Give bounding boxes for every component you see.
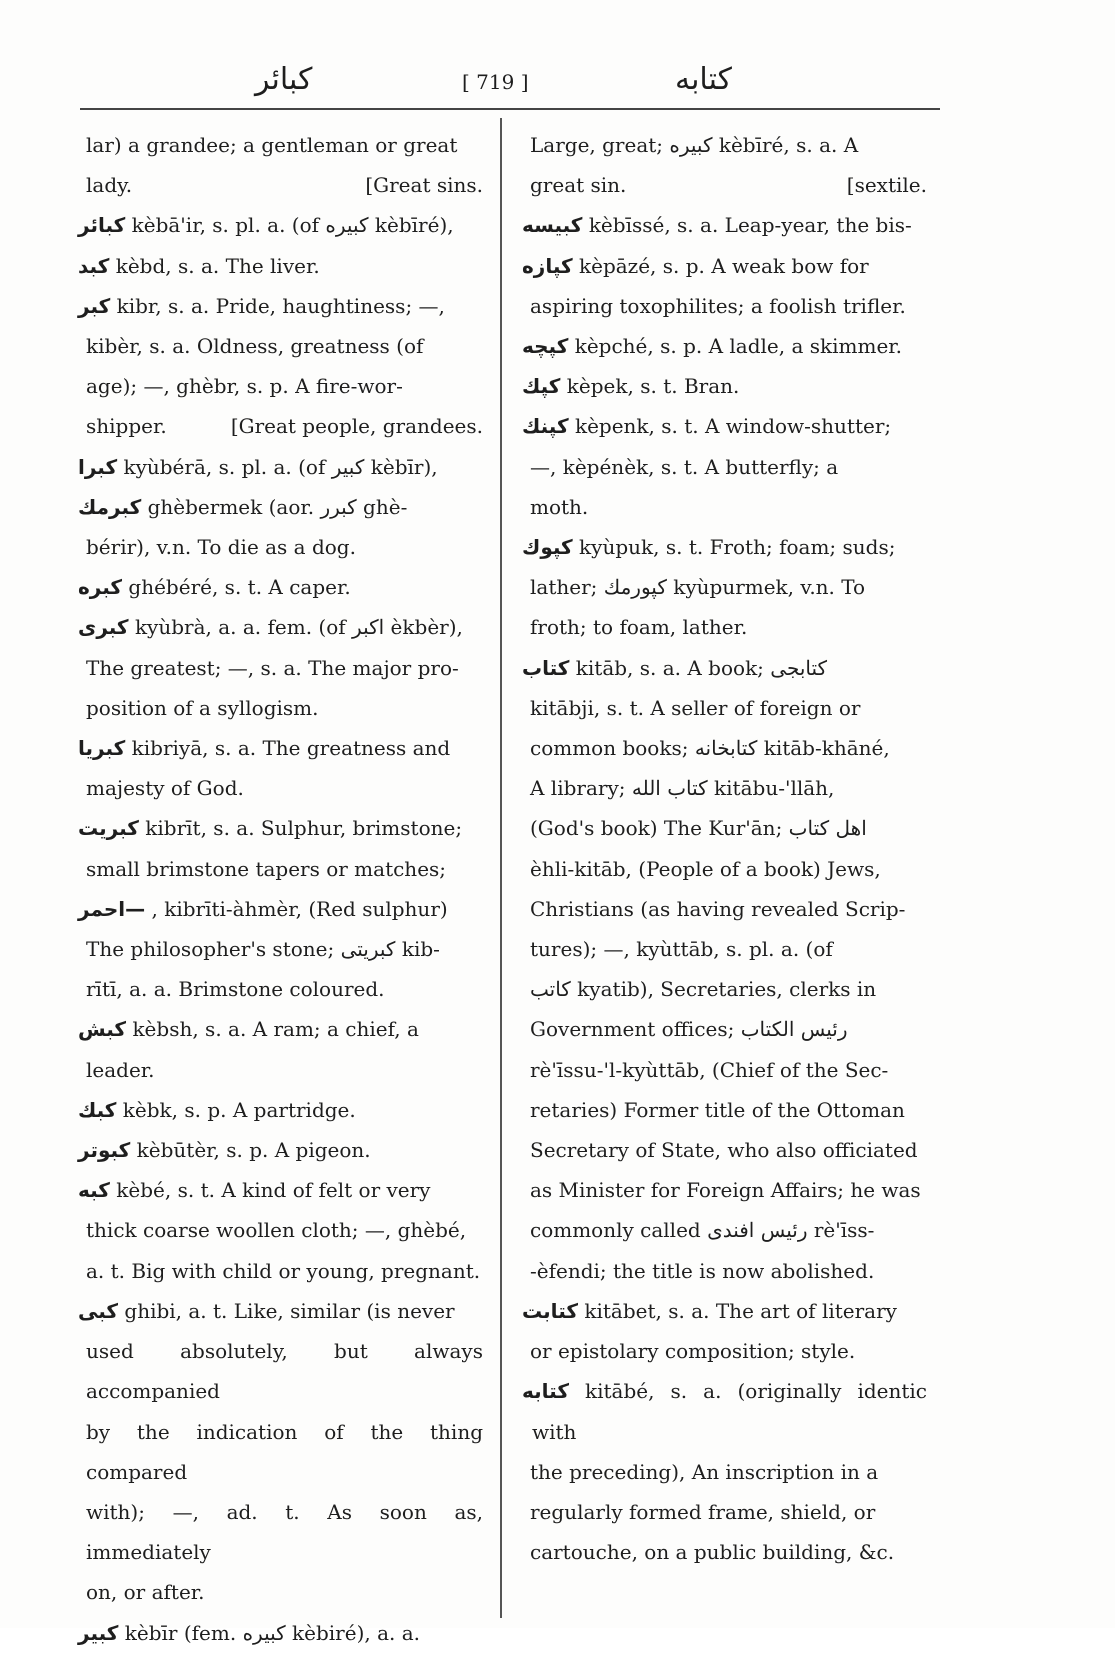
arabic-headword: كبوتر <box>78 1138 131 1163</box>
arabic-headword: كبيسه <box>522 213 583 238</box>
dictionary-line <box>522 1251 927 1291</box>
entry-text: with); —, ad. t. As soon as, immediately <box>86 1499 483 1565</box>
dictionary-line <box>78 326 483 366</box>
left-column <box>78 125 483 1653</box>
entry-text: The philosopher's stone; كبريتى kib- <box>86 937 440 962</box>
entry-text: kèbk, s. p. A partridge. <box>122 1097 356 1122</box>
dictionary-line <box>78 1291 483 1331</box>
entry-text: age); —, ghèbr, s. p. A fire-wor- <box>86 374 403 399</box>
dictionary-line <box>522 406 927 446</box>
arabic-headword: كبريت <box>78 816 139 841</box>
entry-text: kibriyā, s. a. The greatness and <box>131 736 451 761</box>
entry-text: or epistolary composition; style. <box>530 1339 856 1364</box>
dictionary-line <box>522 1090 927 1130</box>
dictionary-line <box>78 1050 483 1090</box>
dictionary-line <box>78 768 483 808</box>
entry-text: ghébéré, s. t. A caper. <box>128 575 351 600</box>
entry-text: majesty of God. <box>86 776 244 801</box>
dictionary-line <box>78 1492 483 1572</box>
entry-text: kèpāzé, s. p. A weak bow for <box>578 253 869 278</box>
dictionary-line <box>78 1009 483 1049</box>
entry-text: kitābé, s. a. (originally identic with <box>532 1379 927 1444</box>
entry-text: leader. <box>86 1057 155 1082</box>
entry-text: rè'īssu-'l-kyùttāb, (Chief of the Sec- <box>530 1057 889 1082</box>
dictionary-line <box>78 648 483 688</box>
entry-text: shipper. <box>86 414 167 439</box>
catchword-note: [sextile. <box>846 173 927 198</box>
entry-text: -èfendi; the title is now abolished. <box>530 1258 875 1283</box>
entry-text: rītī, a. a. Brimstone coloured. <box>86 977 385 1002</box>
dictionary-line <box>78 487 483 527</box>
entry-text: kibr, s. a. Pride, haughtiness; —, <box>116 293 445 318</box>
entry-text: commonly called رئيس افندى rè'īss- <box>530 1218 875 1243</box>
entry-text: kèpché, s. p. A ladle, a skimmer. <box>574 334 903 359</box>
catchword-note: [Great people, grandees. <box>230 414 483 439</box>
entry-text: Government offices; رئيس الكتاب <box>530 1017 848 1042</box>
arabic-headword: —احمر <box>78 896 146 921</box>
arabic-headword: كبره <box>78 575 123 600</box>
arabic-headword: كپنك <box>522 414 569 439</box>
arabic-headword: كبائر <box>78 213 126 238</box>
entry-text: kitāb, s. a. A book; كتابجى <box>575 655 828 680</box>
dictionary-line <box>78 728 483 768</box>
arabic-headword: كبرى <box>78 615 129 640</box>
entry-text: Secretary of State, who also officiated <box>530 1138 918 1163</box>
dictionary-line <box>78 1090 483 1130</box>
arabic-headword: كبرمك <box>78 494 142 519</box>
right-column <box>522 125 927 1572</box>
entry-text: kèbūtèr, s. p. A pigeon. <box>136 1138 371 1163</box>
arabic-headword: كبد <box>78 253 110 278</box>
entry-text: (God's book) The Kur'ān; اهل كتاب <box>530 816 867 841</box>
dictionary-line <box>78 688 483 728</box>
dictionary-line <box>522 366 927 406</box>
dictionary-line <box>78 1170 483 1210</box>
entry-text: kèbā'ir, s. pl. a. (of كبيره kèbīré), <box>131 213 454 238</box>
dictionary-line <box>78 165 483 205</box>
dictionary-line <box>78 205 483 245</box>
dictionary-line <box>522 849 927 889</box>
dictionary-line <box>522 1291 927 1331</box>
dictionary-line <box>78 808 483 848</box>
entry-text: kibrīt, s. a. Sulphur, brimstone; <box>145 816 463 841</box>
entry-text: kyùbérā, s. pl. a. (of كبير kèbīr), <box>123 454 438 479</box>
entry-text: bérir), v.n. To die as a dog. <box>86 535 356 560</box>
dictionary-line <box>78 406 483 446</box>
page-header <box>80 62 935 104</box>
entry-text: kyùbrà, a. a. fem. (of اكبر èkbèr), <box>134 615 463 640</box>
entry-text: small brimstone tapers or matches; <box>86 856 447 881</box>
page-number: [ 719 ] <box>462 70 529 94</box>
arabic-headword: كتابه <box>522 1379 569 1404</box>
dictionary-line <box>522 447 927 487</box>
dictionary-line <box>522 326 927 366</box>
dictionary-line <box>522 1452 927 1492</box>
entry-text: A library; كتاب الله kitābu-'llāh, <box>530 776 835 801</box>
dictionary-line <box>522 165 927 205</box>
arabic-headword: كبه <box>78 1178 110 1203</box>
dictionary-line <box>522 889 927 929</box>
entry-text: tures); —, kyùttāb, s. pl. a. (of <box>530 937 833 962</box>
dictionary-line <box>522 125 927 165</box>
dictionary-line <box>522 1170 927 1210</box>
dictionary-line <box>522 1331 927 1371</box>
dictionary-line <box>78 1251 483 1291</box>
dictionary-line <box>522 969 927 1009</box>
dictionary-line <box>522 648 927 688</box>
dictionary-line <box>78 567 483 607</box>
dictionary-line <box>78 366 483 406</box>
entry-text: kitābet, s. a. The art of literary <box>584 1298 897 1323</box>
dictionary-line <box>78 969 483 1009</box>
dictionary-line <box>78 286 483 326</box>
dictionary-line <box>522 246 927 286</box>
arabic-headword: كتابت <box>522 1298 578 1323</box>
entry-text: , kibrīti-àhmèr, (Red sulphur) <box>151 896 448 921</box>
dictionary-line <box>78 1613 483 1653</box>
entry-text: regularly formed frame, shield, or <box>530 1499 876 1524</box>
column-divider <box>500 118 502 1618</box>
dictionary-line <box>78 125 483 165</box>
dictionary-line <box>522 286 927 326</box>
arabic-headword: كپچه <box>522 334 569 359</box>
entry-text: kèbīr (fem. كبيره kèbiré), a. a. <box>124 1620 421 1645</box>
dictionary-line <box>78 1130 483 1170</box>
dictionary-line <box>522 527 927 567</box>
entry-text: aspiring toxophilites; a foolish trifler. <box>530 293 906 318</box>
dictionary-line <box>522 768 927 808</box>
entry-text: lar) a grandee; a gentleman or great <box>86 133 458 157</box>
entry-text: thick coarse woollen cloth; —, ghèbé, <box>86 1218 467 1243</box>
entry-text: èhli-kitāb, (People of a book) Jews, <box>530 856 881 881</box>
dictionary-line <box>78 1412 483 1492</box>
dictionary-line <box>522 1009 927 1049</box>
entry-text: position of a syllogism. <box>86 695 319 720</box>
arabic-headword: كبى <box>78 1298 119 1323</box>
arabic-headword: كبريا <box>78 736 126 761</box>
entry-text: retaries) Former title of the Ottoman <box>530 1097 905 1122</box>
dictionary-line <box>522 1492 927 1532</box>
dictionary-line <box>522 929 927 969</box>
dictionary-line <box>522 567 927 607</box>
dictionary-line <box>78 889 483 929</box>
header-rule <box>80 108 940 110</box>
entry-text: kèbsh, s. a. A ram; a chief, a <box>132 1017 419 1042</box>
entry-text: froth; to foam, lather. <box>530 615 748 640</box>
catchword-note: [Great sins. <box>365 173 483 198</box>
arabic-headword: كپك <box>522 374 561 399</box>
arabic-headword: كبش <box>78 1017 127 1042</box>
entry-text: moth. <box>530 494 589 519</box>
arabic-headword: كبر <box>78 293 111 318</box>
entry-text: by the indication of the thing compared <box>86 1419 483 1484</box>
dictionary-line <box>78 607 483 647</box>
entry-text: on, or after. <box>86 1580 205 1605</box>
entry-text: lather; كپورمك kyùpurmek, v.n. To <box>530 575 866 600</box>
entry-text: kitābji, s. t. A seller of foreign or <box>530 695 861 720</box>
dictionary-line <box>78 447 483 487</box>
dictionary-line <box>522 1532 927 1572</box>
entry-text: the preceding), An inscription in a <box>530 1459 879 1484</box>
entry-text: cartouche, on a public building, &c. <box>530 1540 895 1565</box>
dictionary-line <box>78 929 483 969</box>
arabic-headword: كپازه <box>522 253 573 278</box>
arabic-headword: كبير <box>78 1620 119 1645</box>
dictionary-line <box>522 205 927 245</box>
dictionary-line <box>78 1331 483 1411</box>
dictionary-line <box>522 1371 927 1451</box>
dictionary-line <box>522 1210 927 1250</box>
dictionary-line <box>522 1050 927 1090</box>
entry-text: kibèr, s. a. Oldness, greatness (of <box>86 334 424 359</box>
entry-text: kèbd, s. a. The liver. <box>115 253 320 278</box>
entry-text: as Minister for Foreign Affairs; he was <box>530 1178 921 1203</box>
entry-text: Large, great; كبيره kèbīré, s. a. A <box>530 133 859 157</box>
arabic-headword: كتاب <box>522 655 570 680</box>
entry-text: ghèbermek (aor. كبرر ghè- <box>147 494 408 519</box>
entry-text: —, kèpénèk, s. t. A butterfly; a <box>530 454 839 479</box>
dictionary-line <box>522 1130 927 1170</box>
entry-text: common books; كتابخانه kitāb-khāné, <box>530 736 890 761</box>
dictionary-line <box>522 688 927 728</box>
dictionary-line <box>522 487 927 527</box>
entry-text: used absolutely, but always accompanied <box>86 1339 483 1404</box>
entry-text: Christians (as having revealed Scrip- <box>530 896 906 921</box>
entry-text: lady. <box>86 173 133 198</box>
entry-text: ghibi, a. t. Like, similar (is never <box>124 1298 455 1323</box>
arabic-headword: كپوك <box>522 535 573 560</box>
dictionary-line <box>78 1572 483 1612</box>
dictionary-line <box>78 849 483 889</box>
dictionary-line <box>78 527 483 567</box>
entry-text: kèbé, s. t. A kind of felt or very <box>116 1178 431 1203</box>
right-running-headword: كتابه <box>675 62 732 97</box>
dictionary-line <box>78 1210 483 1250</box>
dictionary-line <box>522 808 927 848</box>
entry-text: great sin. <box>530 173 627 198</box>
left-running-headword: كبائر <box>255 62 313 97</box>
arabic-headword: كبك <box>78 1097 117 1122</box>
dictionary-line <box>522 607 927 647</box>
entry-text: The greatest; —, s. a. The major pro- <box>86 655 459 680</box>
arabic-headword: كبرا <box>78 454 118 479</box>
dictionary-line <box>522 728 927 768</box>
dictionary-line <box>78 246 483 286</box>
entry-text: kyùpuk, s. t. Froth; foam; suds; <box>579 535 896 560</box>
entry-text: kèbīssé, s. a. Leap-year, the bis- <box>588 213 912 238</box>
entry-text: كاتب kyatib), Secretaries, clerks in <box>530 977 877 1002</box>
entry-text: kèpenk, s. t. A window-shutter; <box>574 414 892 439</box>
entry-text: a. t. Big with child or young, pregnant. <box>86 1258 481 1283</box>
entry-text: kèpek, s. t. Bran. <box>566 374 740 399</box>
